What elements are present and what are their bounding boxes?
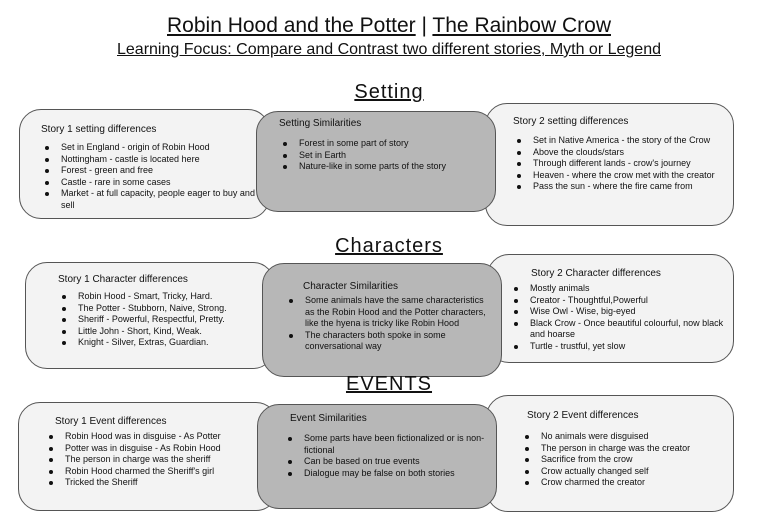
events-story1-title: Story 1 Event differences	[55, 416, 167, 427]
setting-story1-list	[41, 142, 259, 211]
list-item: Set in England - origin of Robin Hood	[41, 142, 259, 154]
list-item: Creator - Thoughtful,Powerful	[510, 295, 725, 307]
events-story2-title: Story 2 Event differences	[527, 410, 639, 421]
characters-similarities-box	[262, 263, 502, 377]
page-title	[0, 14, 778, 38]
characters-heading: Characters	[335, 235, 443, 257]
list-item: Knight - Silver, Extras, Guardian.	[58, 337, 266, 349]
characters-story2-list	[510, 283, 725, 352]
list-item: Forest in some part of story	[279, 138, 487, 150]
list-item: Robin Hood - Smart, Tricky, Hard.	[58, 291, 266, 303]
list-item: Potter was in disguise - As Robin Hood	[45, 443, 269, 455]
title-story-1: Robin Hood and the Potter	[167, 14, 416, 37]
events-story2-list	[521, 431, 725, 489]
list-item: Heaven - where the crow met with the creator	[513, 170, 725, 182]
list-item: The person in charge was the sheriff	[45, 454, 269, 466]
characters-story1-list	[58, 291, 266, 349]
list-item: Set in Native America - the story of the Crow	[513, 135, 725, 147]
events-similarities-list	[284, 433, 488, 479]
list-item: Some animals have the same characteristics as the Robin Hood and the Potter characters, like the hyena is tricky like Robin Hood	[285, 295, 493, 330]
list-item: Castle - rare in some cases	[41, 177, 259, 189]
setting-story2-box	[485, 103, 734, 226]
setting-heading: Setting	[354, 81, 424, 103]
events-heading: EVENTS	[345, 373, 433, 395]
characters-story2-title: Story 2 Character differences	[531, 268, 661, 279]
list-item: Crow charmed the creator	[521, 477, 725, 489]
events-story2-box	[486, 395, 734, 512]
list-item: No animals were disguised	[521, 431, 725, 443]
events-story1-list	[45, 431, 269, 489]
setting-similarities-list	[279, 138, 487, 173]
list-item: Above the clouds/stars	[513, 147, 725, 159]
list-item: Pass the sun - where the fire came from	[513, 181, 725, 193]
events-similarities-title: Event Similarities	[290, 413, 367, 424]
title-separator: |	[415, 14, 433, 37]
characters-story1-box	[25, 262, 275, 369]
list-item: Nature-like in some parts of the story	[279, 161, 487, 173]
list-item: Sacrifice from the crow	[521, 454, 725, 466]
list-item: Little John - Short, Kind, Weak.	[58, 326, 266, 338]
list-item: Turtle - trustful, yet slow	[510, 341, 725, 353]
setting-similarities-title: Setting Similarities	[279, 118, 362, 129]
list-item: Mostly animals	[510, 283, 725, 295]
list-item: The Potter - Stubborn, Naive, Strong.	[58, 303, 266, 315]
characters-story1-title: Story 1 Character differences	[58, 274, 188, 285]
list-item: Some parts have been fictionalized or is non-fictional	[284, 433, 488, 456]
list-item: The person in charge was the creator	[521, 443, 725, 455]
list-item: Market - at full capacity, people eager to buy and sell	[41, 188, 259, 211]
learning-focus: Learning Focus: Compare and Contrast two different stories, Myth or Legend	[117, 41, 661, 58]
list-item: Can be based on true events	[284, 456, 488, 468]
list-item: Black Crow - Once beautiful colourful, now black and hoarse	[510, 318, 725, 341]
characters-similarities-list	[285, 295, 493, 353]
list-item: Dialogue may be false on both stories	[284, 468, 488, 480]
setting-story2-list	[513, 135, 725, 193]
list-item: Forest - green and free	[41, 165, 259, 177]
list-item: Crow actually changed self	[521, 466, 725, 478]
list-item: Robin Hood charmed the Sheriff's girl	[45, 466, 269, 478]
list-item: The characters both spoke in some conversational way	[285, 330, 493, 353]
events-similarities-box	[257, 404, 497, 509]
list-item: Sheriff - Powerful, Respectful, Pretty.	[58, 314, 266, 326]
characters-story2-box	[487, 254, 734, 363]
list-item: Tricked the Sheriff	[45, 477, 269, 489]
setting-story1-title: Story 1 setting differences	[41, 124, 157, 135]
list-item: Set in Earth	[279, 150, 487, 162]
setting-story1-box	[19, 109, 270, 219]
list-item: Robin Hood was in disguise - As Potter	[45, 431, 269, 443]
setting-similarities-box	[256, 111, 496, 212]
events-story1-box	[18, 402, 278, 511]
list-item: Through different lands - crow's journey	[513, 158, 725, 170]
list-item: Nottingham - castle is located here	[41, 154, 259, 166]
list-item: Wise Owl - Wise, big-eyed	[510, 306, 725, 318]
title-story-2: The Rainbow Crow	[432, 14, 611, 37]
characters-similarities-title: Character Similarities	[303, 281, 399, 292]
setting-story2-title: Story 2 setting differences	[513, 116, 629, 127]
